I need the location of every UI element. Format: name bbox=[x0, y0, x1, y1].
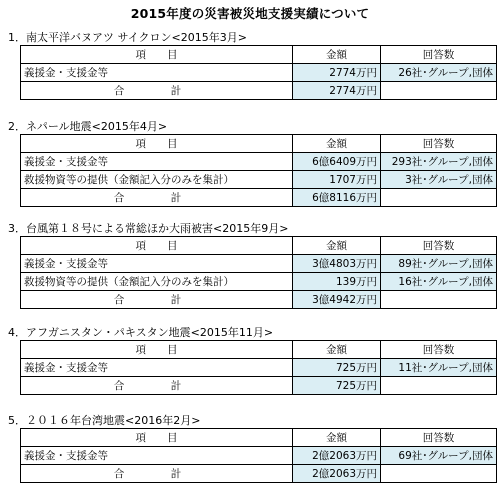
row-item: 義援金・支援金等 bbox=[21, 255, 293, 273]
row-item: 義援金・支援金等 bbox=[21, 447, 293, 465]
row-item: 救援物資等の提供（金額記入分のみを集計） bbox=[21, 171, 293, 189]
section-title: 4．アフガニスタン・パキスタン地震<2015年11月> bbox=[8, 326, 274, 339]
total-row bbox=[21, 189, 497, 207]
total-amount: 725万円 bbox=[293, 377, 381, 395]
total-amount: 3億4942万円 bbox=[293, 291, 381, 309]
row-responses: 69社･グループ,団体 bbox=[381, 447, 497, 465]
total-row bbox=[21, 377, 497, 395]
row-amount: 2億2063万円 bbox=[293, 447, 381, 465]
total-row bbox=[21, 82, 497, 100]
table-row bbox=[21, 359, 497, 377]
table-row bbox=[21, 447, 497, 465]
header-item: 項 目 bbox=[21, 237, 293, 255]
section-title: 5．２０１６年台湾地震<2016年2月> bbox=[8, 414, 201, 427]
table-row bbox=[21, 153, 497, 171]
table-header-row bbox=[21, 341, 497, 359]
total-blank-cell bbox=[381, 189, 497, 207]
section-title: 2．ネパール地震<2015年4月> bbox=[8, 120, 168, 133]
total-label: 合 計 bbox=[21, 465, 293, 483]
header-amount: 金額 bbox=[293, 46, 381, 64]
row-responses: 293社･グループ,団体 bbox=[381, 153, 497, 171]
section-2 bbox=[8, 119, 496, 207]
row-amount: 6億6409万円 bbox=[293, 153, 381, 171]
row-responses: 11社･グループ,団体 bbox=[381, 359, 497, 377]
table-header-row bbox=[21, 429, 497, 447]
total-amount: 6億8116万円 bbox=[293, 189, 381, 207]
support-table bbox=[20, 236, 497, 309]
row-item: 救援物資等の提供（金額記入分のみを集計） bbox=[21, 273, 293, 291]
total-label: 合 計 bbox=[21, 291, 293, 309]
support-table bbox=[20, 340, 497, 395]
row-responses: 89社･グループ,団体 bbox=[381, 255, 497, 273]
total-row bbox=[21, 465, 497, 483]
table-header-row bbox=[21, 46, 497, 64]
row-item: 義援金・支援金等 bbox=[21, 64, 293, 82]
total-blank-cell bbox=[381, 82, 497, 100]
support-table bbox=[20, 45, 497, 100]
row-item: 義援金・支援金等 bbox=[21, 359, 293, 377]
row-amount: 2774万円 bbox=[293, 64, 381, 82]
table-header-row bbox=[21, 135, 497, 153]
header-amount: 金額 bbox=[293, 341, 381, 359]
header-item: 項 目 bbox=[21, 341, 293, 359]
total-label: 合 計 bbox=[21, 82, 293, 100]
total-label: 合 計 bbox=[21, 189, 293, 207]
total-row bbox=[21, 291, 497, 309]
section-1 bbox=[8, 30, 496, 100]
row-item: 義援金・支援金等 bbox=[21, 153, 293, 171]
support-table bbox=[20, 134, 497, 207]
total-amount: 2億2063万円 bbox=[293, 465, 381, 483]
total-amount: 2774万円 bbox=[293, 82, 381, 100]
table-header-row bbox=[21, 237, 497, 255]
row-responses: 3社･グループ,団体 bbox=[381, 171, 497, 189]
header-responses: 回答数 bbox=[381, 429, 497, 447]
support-table bbox=[20, 428, 497, 483]
header-amount: 金額 bbox=[293, 135, 381, 153]
header-amount: 金額 bbox=[293, 237, 381, 255]
row-amount: 725万円 bbox=[293, 359, 381, 377]
row-responses: 16社･グループ,団体 bbox=[381, 273, 497, 291]
table-row bbox=[21, 64, 497, 82]
section-title: 1．南太平洋バヌアツ サイクロン<2015年3月> bbox=[8, 31, 247, 44]
section-3 bbox=[8, 221, 496, 309]
section-title: 3．台風第１８号による常総ほか大雨被害<2015年9月> bbox=[8, 222, 289, 235]
row-responses: 26社･グループ,団体 bbox=[381, 64, 497, 82]
table-row bbox=[21, 273, 497, 291]
section-5 bbox=[8, 413, 496, 483]
row-amount: 139万円 bbox=[293, 273, 381, 291]
header-responses: 回答数 bbox=[381, 135, 497, 153]
header-item: 項 目 bbox=[21, 135, 293, 153]
total-blank-cell bbox=[381, 377, 497, 395]
header-amount: 金額 bbox=[293, 429, 381, 447]
page-title: 2015年度の災害被災地支援実績について bbox=[130, 6, 370, 21]
section-4 bbox=[8, 325, 496, 395]
total-label: 合 計 bbox=[21, 377, 293, 395]
total-blank-cell bbox=[381, 465, 497, 483]
header-responses: 回答数 bbox=[381, 341, 497, 359]
header-responses: 回答数 bbox=[381, 237, 497, 255]
header-responses: 回答数 bbox=[381, 46, 497, 64]
header-item: 項 目 bbox=[21, 46, 293, 64]
table-row bbox=[21, 171, 497, 189]
row-amount: 1707万円 bbox=[293, 171, 381, 189]
row-amount: 3億4803万円 bbox=[293, 255, 381, 273]
table-row bbox=[21, 255, 497, 273]
total-blank-cell bbox=[381, 291, 497, 309]
header-item: 項 目 bbox=[21, 429, 293, 447]
